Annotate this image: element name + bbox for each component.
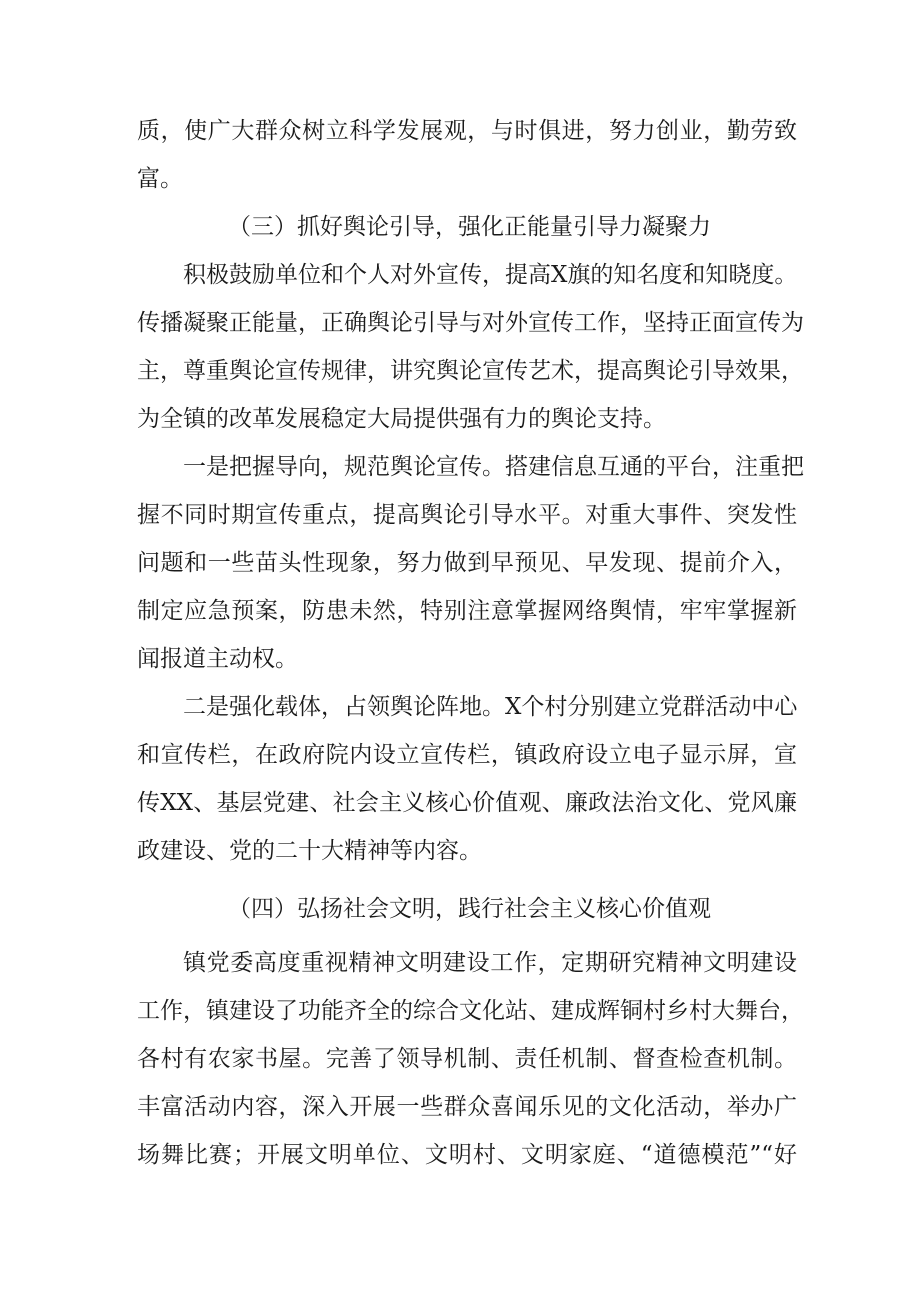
body-text-line: 各村有农家书屋。完善了领导机制、责任机制、督查检查机制。 [137, 1046, 797, 1072]
body-text-line: 政建设、党的二十大精神等内容。 [137, 838, 482, 864]
body-text-line: 制定应急预案，防患未然，特别注意掌握网络舆情，牢牢掌握新 [137, 598, 797, 624]
body-text-line: 积极鼓励单位和个人对外宣传，提高X旗的知名度和知晓度。 [183, 262, 798, 288]
body-text-line: 为全镇的改革发展稳定大局提供强有力的舆论支持。 [137, 406, 666, 432]
body-text-line: 丰富活动内容，深入开展一些群众喜闻乐见的文化活动，举办广 [137, 1094, 797, 1120]
body-text-line: 场舞比赛；开展文明单位、文明村、文明家庭、“道德模范”“好 [137, 1142, 797, 1168]
body-text-line: 一是把握导向，规范舆论宣传。搭建信息互通的平台，注重把 [183, 454, 804, 480]
body-text-line: 工作，镇建设了功能齐全的综合文化站、建成辉铜村乡村大舞台， [137, 998, 804, 1024]
body-text-line: 传XX、基层党建、社会主义核心价值观、廉政法治文化、党风廉 [137, 790, 797, 816]
body-text-line: 镇党委高度重视精神文明建设工作，定期研究精神文明建设 [183, 950, 797, 976]
body-text-line: 握不同时期宣传重点，提高舆论引导水平。对重大事件、突发性 [137, 502, 797, 528]
section-heading: （四）弘扬社会文明，践行社会主义核心价值观 [228, 896, 711, 922]
body-text-line: 二是强化载体，占领舆论阵地。X个村分别建立党群活动中心 [183, 694, 798, 720]
body-text-line: 闻报道主动权。 [137, 646, 298, 672]
body-text-line: 传播凝聚正能量，正确舆论引导与对外宣传工作，坚持正面宣传为 [137, 310, 804, 336]
section-heading: （三）抓好舆论引导，强化正能量引导力凝聚力 [228, 214, 711, 240]
body-text-line: 和宣传栏，在政府院内设立宣传栏，镇政府设立电子显示屏，宣 [137, 742, 797, 768]
body-text-line: 问题和一些苗头性现象，努力做到早预见、早发现、提前介入， [137, 550, 797, 576]
body-text-line: 主，尊重舆论宣传规律，讲究舆论宣传艺术，提高舆论引导效果， [137, 358, 804, 384]
body-text-line: 质，使广大群众树立科学发展观，与时俱进，努力创业，勤劳致 [137, 118, 797, 144]
body-text-line: 富。 [137, 166, 183, 192]
